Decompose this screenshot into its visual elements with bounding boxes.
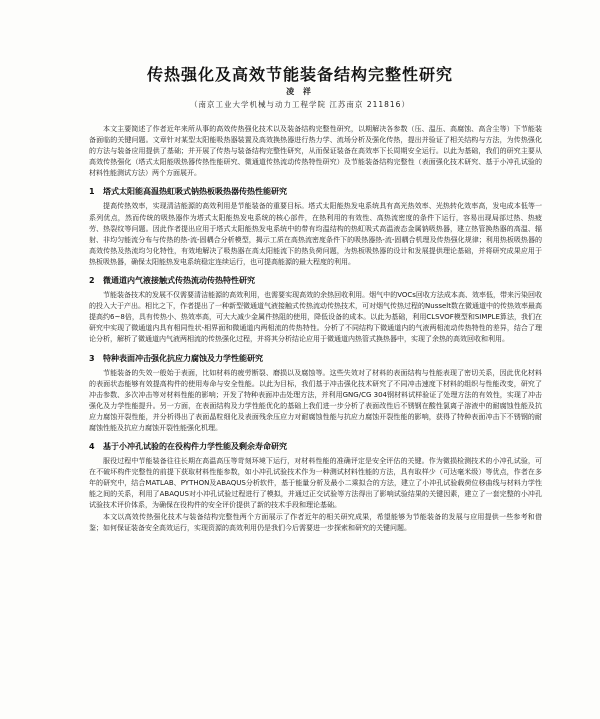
section-title: 微通道内气液接触式传热流动传热特性研究 — [103, 276, 255, 286]
section-3-paragraph: 节能装备的失效一般始于表面，比如材料的疲劳断裂、磨损以及腐蚀等。这些失效对了材料的表面结构与性能表现了密切关系，因此优化材料的表面状态能够有效提高构件的使用寿命与安全性能。以此为目标，我们基于冲击强化技术研究了不同冲击速度下材料的组织与性能改变，研究了冲击参数、多次冲击等对材料性能的影响；开发了特种表面冲击处理方法，并利用GNG/CG 304钢材料试样验证了处理方法的有效性，实现了冲击强化及力学性能提升。另一方面，在表面结构及力学性能优化的基础上我们进一步分析了表面改性后不锈钢在酸性氯离子溶液中的耐腐蚀性能及抗应力腐蚀开裂性能，并分析得出了表面晶粒细化及表面残余压应力对耐腐蚀性能与抗应力腐蚀开裂性能的影响，获得了特种表面冲击下不锈钢的耐腐蚀性能及抗应力腐蚀开裂性能强化机理。 — [89, 368, 542, 432]
closing-paragraph: 本文以高效传热强化技术与装备结构完整性两个方面展示了作者近年的相关研究成果，希望能够为节能装备的发展与应用提供一些参考和借鉴；如何保证装备安全高效运行，实现资源的高效利用仍是我们今后需要进一步探索和研究的关键问题。 — [89, 512, 542, 532]
section-number: 1 — [89, 187, 95, 197]
section-2-heading — [89, 275, 542, 286]
section-number: 4 — [89, 442, 95, 452]
section-1-heading — [89, 186, 542, 197]
section-4-paragraph: 服役过程中节能装备往往长期在高温高压等苛刻环境下运行，对材料性能的准确评定是安全评估的关键。作为微损检测技术的小冲孔试验，可在不破坏构件完整性的前提下获取材料性能参数，如小冲孔试验技术作为一种测试材料性能的方法，具有取样少（可达毫米级）等优点，作者在多年的研究中，结合MATLAB、PYTHON及ABAQUS分析软件，基于能量分析及最小二乘拟合的方法，建立了小冲孔试验载荷位移曲线与材料力学性能之间的关系，利用了ABAQUS对小冲孔试验过程进行了模拟，并通过正交试验等方法得出了影响试验结果的关键因素，建立了一套完整的小冲孔试验技术评价体系，为确保在役构件的安全评价提供了新的技术手段和理论基础。 — [89, 457, 542, 510]
section-number: 3 — [89, 353, 95, 363]
paper-title: 传热强化及高效节能装备结构完整性研究 — [146, 65, 453, 84]
section-2-paragraph: 节能装备技术的发展不仅需要清洁能源的高效利用，也需要实现高效的余热回收利用。烟气中的VOCs回收方法成本高、效率低，带来污染回收的投入大于产出。相比之下，作者提出了一种新型微通道气液接触式传热流动传热技术，可对烟气传热过程的Nusselt数在微通道中的传热效率最高提高约6~8倍，具有传热小、热效率高，可大大减少金属件热阻的使用，降低设备的成本。以此为基础，利用CLSVOF模型和SIMPLE算法，我们在研究中实现了微通道内具有相同性状-相界面和微通道内两相流的传热特性。分析了不同结构下微通道内的气液两相流动传热特性的差异，结合了理论分析，解析了微通道内气液两相流的传热强化过程，并将其分析结论应用于微通道内热管式换热器中，实现了余热的高效回收和利用。 — [89, 291, 542, 344]
section-number: 2 — [89, 276, 95, 286]
section-3-heading — [89, 353, 542, 364]
section-title: 特种表面冲击强化抗应力腐蚀及力学性能研究 — [103, 353, 263, 363]
author-name: 凌 祥 — [286, 87, 314, 96]
paper-body — [89, 124, 542, 534]
section-title: 塔式太阳能高温热虹吸式钠热板吸热器传热性能研究 — [103, 187, 287, 197]
section-4-heading — [89, 441, 542, 452]
abstract-paragraph: 本文主要简述了作者近年来所从事的高效传热强化技术以及装备结构完整性研究，以期解决各参数（压、温压、高腐蚀、高含尘等）下节能装备面临的关键问题。文章针对某型太阳能吸热器装置及高效换热器进行热力学、流场分析及强化传热，提出并验证了相关结构与方法，为传热强化的方法与装备应用提供了基础；并开展了传热与装备结构完整性研究，从而保证装备在高效率下长周期安全运行。以此为基础，我们的研究主要从高效传热强化（塔式太阳能吸热器传热性能研究、微通道传热流动传热特性研究）及节能装备结构完整性（表面强化技术研究、基于小冲孔试验的材料性能测试方法）两个方面展开。 — [89, 125, 542, 178]
author-affiliation: （南京工业大学机械与动力工程学院 江苏南京 211816） — [190, 100, 410, 109]
section-1-paragraph: 提高传热效率，实现清洁能源的高效利用是节能装备的重要目标。塔式太阳能热发电系统具有高光热效率、光热转化效率高，发电成本低等一系列优点，然而传统的吸热器作为塔式太阳能热发电系统的核心部件，在热利用的有效性、高热流密度的条件下运行，容易出现局部过热、热疲劳、热裂纹等问题。因此作者提出应用于塔式太阳能热发电系统中的带有均温结构的热虹吸式高温液态金属钠吸热器，建立热管换热器的高温、辐射、非均匀能流分布与传热的热-流-固耦合分析模型，揭示工质在高热流密度条件下的吸热器热-流-固耦合机理及传热强化规律；利用热板吸热器的高效传热及热流均匀化特性，有效地解决了吸热器在高太阳能流下的热负荷问题，为热板吸热器的设计和发展提供理论基础，并将研究成果应用于热板吸热器，确保太阳能热发电系统稳定连续运行，也可提高能源的最大程度的利用。 — [89, 202, 542, 266]
section-title: 基于小冲孔试验的在役构件力学性能及剩余寿命研究 — [103, 442, 287, 452]
